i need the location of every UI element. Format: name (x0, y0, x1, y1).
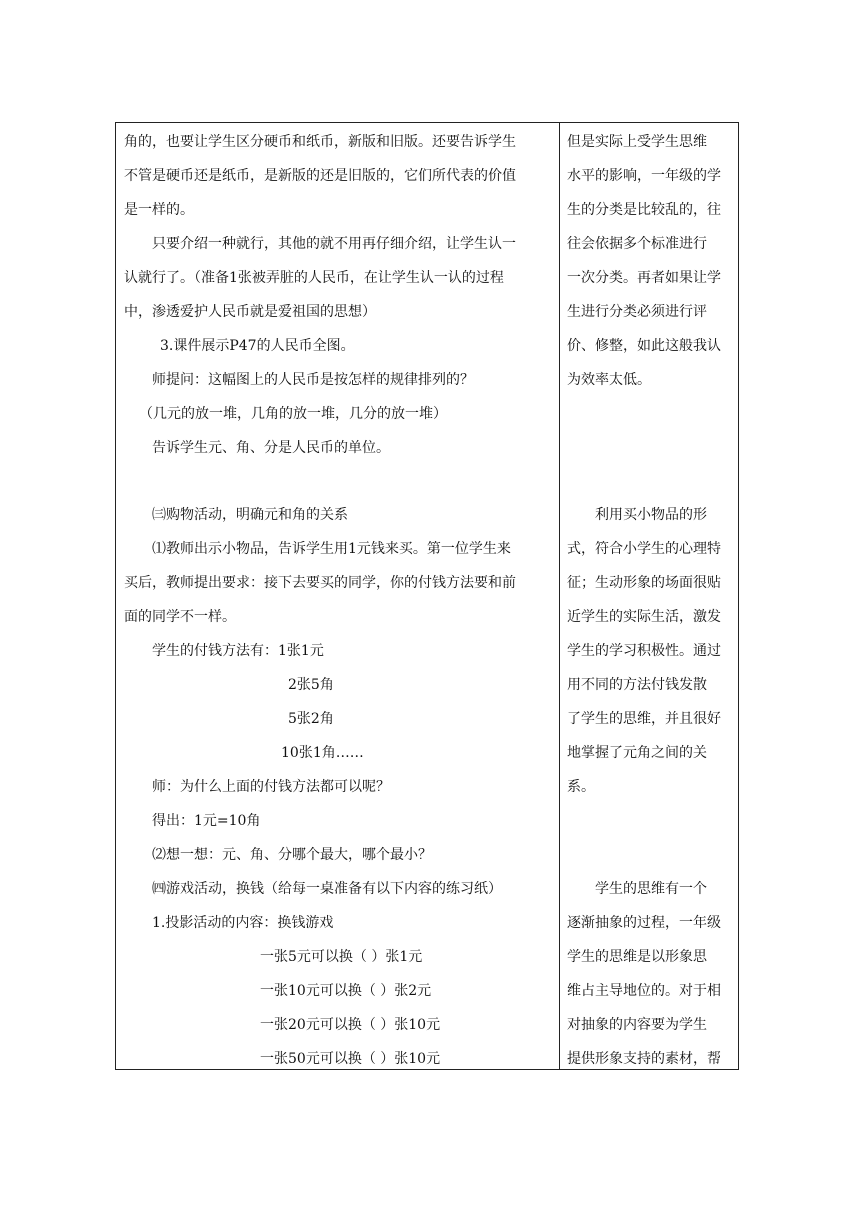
column-divider (559, 122, 560, 1070)
right-line: 了学生的思维，并且很好 (567, 711, 721, 727)
right-line: 系。 (567, 779, 595, 795)
right-line: 一次分类。再者如果让学 (567, 270, 721, 286)
left-line: 3.课件展示P47的人民币全图。 (160, 338, 355, 354)
left-line: 师：为什么上面的付钱方法都可以呢？ (152, 779, 390, 795)
payment-method: 10张1角…… (281, 745, 364, 761)
left-line: 角的，也要让学生区分硬币和纸币，新版和旧版。还要告诉学生 (124, 134, 516, 150)
right-line: 学生的学习积极性。通过 (567, 643, 721, 659)
left-line: 是一样的。 (124, 202, 194, 218)
left-line: 告诉学生元、角、分是人民币的单位。 (152, 440, 390, 456)
left-line: 中，渗透爱护人民币就是爱祖国的思想） (124, 304, 376, 320)
right-line: 利用买小物品的形 (595, 507, 707, 523)
left-line: （几元的放一堆，几角的放一堆，几分的放一堆） (139, 406, 447, 422)
exchange-item: 一张50元可以换（ ）张10元 (260, 1051, 441, 1067)
right-line: 生的分类是比较乱的，往 (567, 202, 721, 218)
right-line: 用不同的方法付钱发散 (567, 677, 707, 693)
left-line: 学生的付钱方法有：1张1元 (152, 643, 324, 659)
right-line: 提供形象支持的素材，帮 (567, 1051, 721, 1067)
left-line: 只要介绍一种就行，其他的就不用再仔细介绍，让学生认一 (152, 236, 516, 252)
right-line: 水平的影响，一年级的学 (567, 168, 721, 184)
exchange-item: 一张20元可以换（ ）张10元 (260, 1017, 441, 1033)
right-line: 但是实际上受学生思维 (567, 134, 707, 150)
right-line: 地掌握了元角之间的关 (567, 745, 707, 761)
right-line: 近学生的实际生活，激发 (567, 609, 721, 625)
left-line: 不管是硬币还是纸币，是新版的还是旧版的，它们所代表的价值 (124, 168, 516, 184)
payment-method: 5张2角 (288, 711, 334, 727)
right-line: 价、修整，如此这般我认 (567, 338, 721, 354)
section-heading: ㈣游戏活动，换钱（给每一桌准备有以下内容的练习纸） (152, 881, 502, 897)
right-line: 式，符合小学生的心理特 (567, 541, 721, 557)
left-line: 买后，教师提出要求：接下去要买的同学，你的付钱方法要和前 (124, 575, 516, 591)
left-line: 1.投影活动的内容：换钱游戏 (152, 915, 334, 931)
right-line: 逐渐抽象的过程，一年级 (567, 915, 721, 931)
section-heading: ㈢购物活动，明确元和角的关系 (152, 507, 348, 523)
right-line: 对抽象的内容要为学生 (567, 1017, 707, 1033)
right-line: 维占主导地位的。对于相 (567, 983, 721, 999)
right-line: 往会依据多个标准进行 (567, 236, 707, 252)
right-line: 为效率太低。 (567, 372, 651, 388)
left-line: 认就行了。（准备1张被弄脏的人民币，在让学生认一认的过程 (124, 270, 504, 286)
exchange-item: 一张10元可以换（ ）张2元 (260, 983, 432, 999)
left-line: ⑵想一想：元、角、分哪个最大，哪个最小？ (152, 847, 432, 863)
left-line: ⑴教师出示小物品，告诉学生用1元钱来买。第一位学生来 (152, 541, 511, 557)
left-line: 面的同学不一样。 (124, 609, 236, 625)
right-line: 征；生动形象的场面很贴 (567, 575, 721, 591)
exchange-item: 一张5元可以换（ ）张1元 (260, 949, 423, 965)
right-line: 学生的思维是以形象思 (567, 949, 707, 965)
left-line: 师提问：这幅图上的人民币是按怎样的规律排列的？ (152, 372, 474, 388)
left-line: 得出：1元=10角 (152, 813, 261, 829)
payment-method: 2张5角 (288, 677, 334, 693)
right-line: 学生的思维有一个 (595, 881, 707, 897)
right-line: 生进行分类必须进行评 (567, 304, 707, 320)
